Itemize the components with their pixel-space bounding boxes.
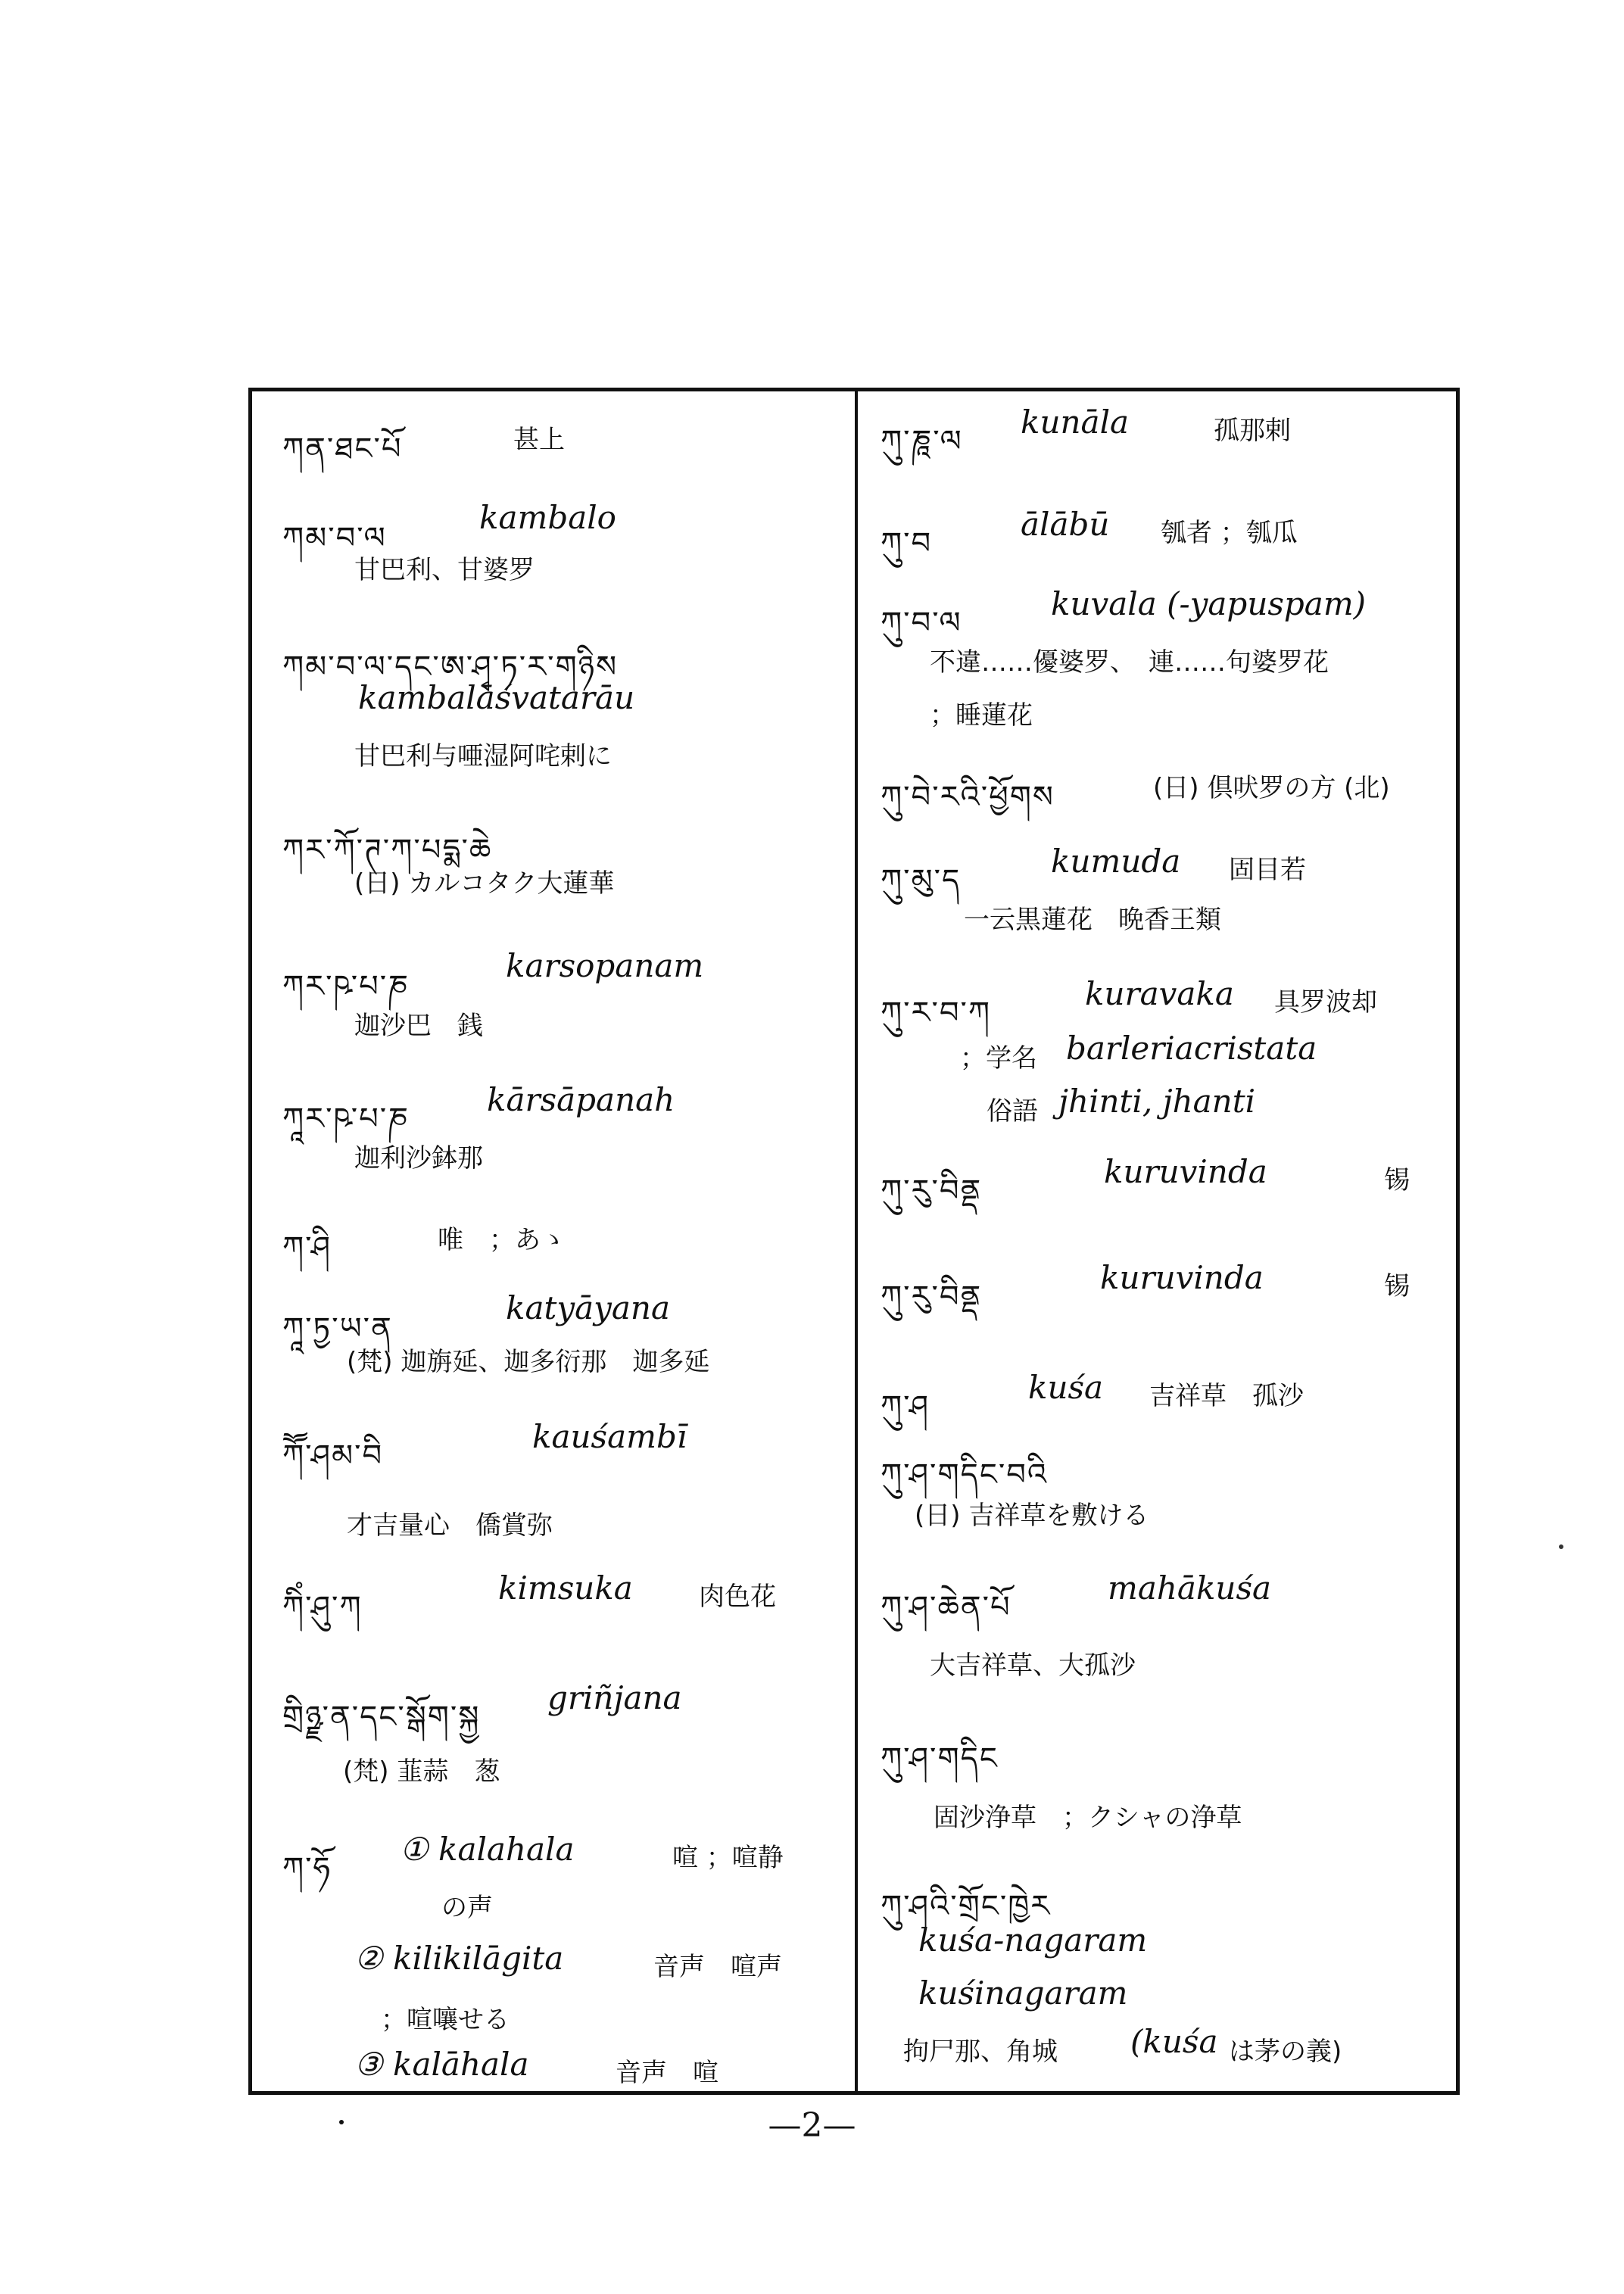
romanized-term: kambalo [479,499,616,536]
right-column [858,391,1456,2091]
romanized-term: ② kilikilāgita [354,1940,564,1977]
japanese-gloss: 唯 ；あゝ [438,1225,566,1255]
japanese-gloss: 具罗波却 [1274,987,1377,1018]
tibetan-term: ཀུ་ཤའི་གྲོང་ཁྱེར [881,1889,1052,1924]
romanized-term: kuvala (-yapuspam) [1051,585,1367,622]
tibetan-term: ཀཽ་ཤམ་བི [282,1438,384,1473]
tibetan-term: ཀན་ཐང་པོ [282,432,403,466]
romanized-term: griñjana [547,1679,682,1716]
japanese-gloss: 锡 [1384,1165,1410,1195]
romanized-term: kimsuka [498,1569,633,1607]
japanese-gloss: は茅の義) [1229,2037,1342,2067]
romanized-term: barleriacristata [1066,1030,1317,1067]
japanese-gloss: (梵) 迦旃延、迦多衍那 迦多延 [347,1347,710,1377]
japanese-gloss: 不違……優婆罗、 連……句婆罗花 [930,647,1329,678]
romanized-term: kambalāśvatarāu [358,679,635,716]
romanized-term: kauśambī [532,1418,687,1455]
japanese-gloss: 锡 [1384,1271,1410,1301]
japanese-gloss: 甚上 [513,425,565,455]
japanese-gloss: 固目若 [1229,855,1306,885]
page-number: —2— [768,2106,856,2145]
japanese-gloss: 吉祥草 孤沙 [1149,1381,1304,1411]
japanese-gloss: 音声 喧 [616,2058,718,2088]
romanized-term: kuravaka [1085,975,1234,1012]
romanized-term: kuśinagaram [918,1975,1128,2012]
japanese-gloss: (日) 吉祥草を敷ける [915,1501,1149,1531]
romanized-term: kuśa [1028,1369,1104,1406]
japanese-gloss: ；睡蓮花 [930,700,1033,731]
romanized-term: ③ kalāhala [354,2046,529,2083]
romanized-term: kuruvinda [1100,1259,1264,1296]
tibetan-term: ཀུ་རུ་བིནྡ [881,1279,983,1314]
japanese-gloss: 固沙浄草 ；クシャの浄草 [934,1803,1242,1833]
tibetan-term: ཀུ་ཤ [881,1389,930,1424]
japanese-gloss: (日) カルコタク大蓮華 [354,868,615,899]
tibetan-term: ཀ་ཤི [282,1230,332,1265]
romanized-term: karsopanam [506,947,704,984]
japanese-gloss: の声 [441,1893,493,1923]
romanized-term: jhinti, jhanti [1058,1083,1256,1120]
romanized-term: kārsāpanah [487,1081,675,1118]
japanese-gloss: 甘巴利、甘婆罗 [354,555,535,585]
romanized-term: kumuda [1051,843,1181,880]
japanese-gloss: 才吉量心 僑賞弥 [347,1510,553,1541]
romanized-term: katyāyana [506,1289,670,1326]
tibetan-term: ཀུ་བེ་རའི་ཕྱོགས [881,780,1055,815]
japanese-gloss: (梵) 韮蒜 葱 [343,1756,500,1787]
romanized-term: mahākuśa [1108,1569,1272,1607]
romanized-term: kunāla [1021,404,1130,441]
japanese-gloss: 孤那剌 [1214,416,1291,446]
tibetan-term: ཀཱར་ཥ་པ་ཎ [282,1102,410,1136]
japanese-gloss: ；喧嚷せる [381,2005,510,2035]
japanese-gloss: 大吉祥草、大孤沙 [930,1650,1136,1681]
japanese-gloss: 迦利沙鉢那 [354,1143,483,1173]
tibetan-term: ཀར་ཀོ་ཊ་ཀ་པདྨ་ཆེ [282,833,493,868]
dictionary-frame [248,388,1460,2095]
tibetan-term: ཀར་ཥ་པ་ཎ [282,969,410,1004]
tibetan-term: ཀུ་ཤ་གདིང་བའི [881,1457,1049,1492]
ink-speck [1559,1544,1563,1549]
tibetan-term: ཀུ་མུ་ད [881,863,962,898]
japanese-gloss: 音声 喧声 [653,1952,782,1982]
japanese-gloss: 肉色花 [699,1582,776,1612]
tibetan-term: ཀུ་བ [881,526,933,561]
tibetan-term: ཀམ་བ་ལ [282,521,387,556]
romanized-term: ālābū [1021,506,1110,543]
japanese-gloss: 瓠者 ；瓠瓜 [1161,518,1298,548]
tibetan-term: ཀུ་ཤ་ཆེན་པོ [881,1590,1011,1625]
japanese-gloss: 拘尸那、角城 [903,2037,1058,2067]
japanese-gloss: 迦沙巴 銭 [354,1011,483,1041]
romanized-term: kuśa-nagaram [918,1922,1148,1959]
tibetan-term: ཀུ་ཤ་གདིང [881,1741,999,1776]
japanese-gloss: 喧 ；喧静 [672,1843,784,1873]
japanese-gloss: 一云黒蓮花 晩香王類 [964,905,1221,935]
tibetan-term: ཀམ་བ་ལ་དང་ཨ་ཤྭ་ཏ་ར་གཉིས [282,650,619,684]
japanese-gloss: 俗語 [987,1096,1038,1127]
romanized-term: ① kalahala [400,1831,575,1868]
tibetan-term: ཀུ་བ་ལ [881,606,962,641]
japanese-gloss: 甘巴利与唖湿阿咤剌に [354,741,612,771]
tibetan-term: ཀུ་ཎཱ་ལ [881,424,963,459]
tibetan-term: ཀ་ཧོ [282,1851,332,1886]
romanized-term: (kuśa [1130,2023,1218,2060]
japanese-gloss: (日) 倶吠罗の方 (北) [1153,773,1390,803]
tibetan-term: གྲིཉྫ་ན་དང་སྒོག་སྐྱ [282,1700,481,1735]
left-column [252,391,855,2091]
tibetan-term: ཀིཾ་ཤུ་ཀ [282,1590,363,1625]
tibetan-term: ཀུ་ར་བ་ཀ [881,996,992,1030]
tibetan-term: ཀུ་རུ་བིནྡ [881,1173,983,1208]
tibetan-term: ཀཱ་ཏྱ་ཡ་ན [282,1311,393,1346]
japanese-gloss: ；学名 [960,1043,1037,1074]
romanized-term: kuruvinda [1104,1153,1267,1190]
